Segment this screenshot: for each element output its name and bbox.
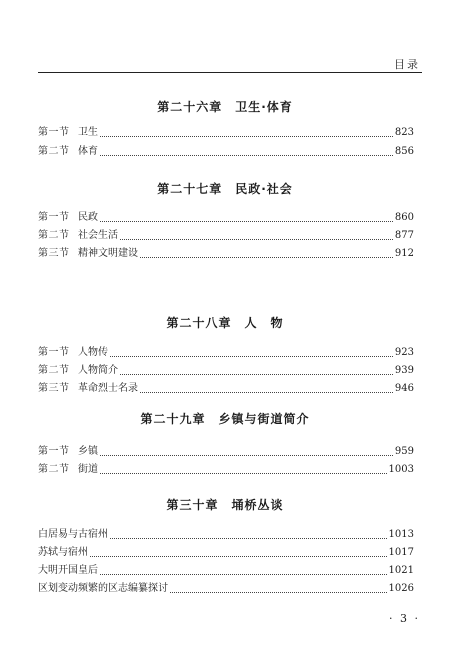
page-number: 856: [394, 146, 414, 157]
toc-entry[interactable]: [38, 126, 414, 140]
toc-entry[interactable]: [38, 582, 414, 596]
toc-entry[interactable]: [38, 564, 414, 578]
chapter-title: 第二十六章 卫生·体育: [157, 100, 293, 114]
entry-title: 大明开国皇后: [38, 565, 98, 576]
toc-entry[interactable]: [38, 346, 414, 360]
entry-title: 民政: [78, 212, 98, 223]
dot-leader: [100, 455, 393, 456]
dot-leader: [120, 239, 393, 240]
toc-entry[interactable]: [38, 211, 414, 225]
running-header: 目录: [394, 58, 420, 71]
toc-entry[interactable]: [38, 445, 414, 459]
entry-title: 体育: [78, 146, 98, 157]
dot-leader: [100, 473, 387, 474]
dot-leader: [170, 592, 387, 593]
page-number: 1021: [388, 565, 414, 576]
toc-entry[interactable]: [38, 546, 414, 560]
toc-entry[interactable]: [38, 247, 414, 261]
toc-entry[interactable]: [38, 463, 414, 477]
entry-title: 革命烈士名录: [78, 383, 138, 394]
dot-leader: [100, 155, 393, 156]
entry-title: 区划变动频繁的区志编纂探讨: [38, 583, 168, 594]
page-number: 1013: [388, 529, 414, 540]
entry-title: 人物简介: [78, 365, 118, 376]
dot-leader: [100, 574, 387, 575]
chapter-title: 第二十八章 人 物: [166, 316, 284, 330]
entry-title: 卫生: [78, 127, 98, 138]
chapter-title: 第三十章 埇桥丛谈: [166, 498, 284, 512]
entry-title: 精神文明建设: [78, 248, 138, 259]
chapter-title: 第二十九章 乡镇与街道简介: [140, 412, 310, 426]
page-number: 823: [394, 127, 414, 138]
dot-leader: [120, 374, 393, 375]
page-folio: · 3 ·: [389, 612, 420, 625]
toc-entry[interactable]: [38, 382, 414, 396]
dot-leader: [100, 136, 393, 137]
section-number: 第二节: [38, 230, 70, 241]
toc-entry[interactable]: [38, 364, 414, 378]
dot-leader: [90, 556, 387, 557]
page-number: 946: [394, 383, 414, 394]
entry-title: 人物传: [78, 347, 108, 358]
section-number: 第一节: [38, 347, 70, 358]
section-number: 第三节: [38, 248, 70, 259]
page-number: 939: [394, 365, 414, 376]
toc-entry[interactable]: [38, 528, 414, 542]
dot-leader: [100, 221, 393, 222]
dot-leader: [140, 257, 393, 258]
page-number: 1017: [388, 547, 414, 558]
page-number: 912: [394, 248, 414, 259]
page-number: 877: [394, 230, 414, 241]
entry-title: 社会生活: [78, 230, 118, 241]
page-number: 1026: [388, 583, 414, 594]
dot-leader: [140, 392, 393, 393]
section-number: 第一节: [38, 127, 70, 138]
page-number: 923: [394, 347, 414, 358]
section-number: 第三节: [38, 383, 70, 394]
page-number: 959: [394, 446, 414, 457]
entry-title: 白居易与古宿州: [38, 529, 108, 540]
section-number: 第一节: [38, 446, 70, 457]
section-number: 第二节: [38, 464, 70, 475]
toc-entry[interactable]: [38, 229, 414, 243]
section-number: 第一节: [38, 212, 70, 223]
toc-entry[interactable]: [38, 145, 414, 159]
entry-title: 乡镇: [78, 446, 98, 457]
header-rule: [38, 72, 422, 73]
page-number: 1003: [388, 464, 414, 475]
page-number: 860: [394, 212, 414, 223]
dot-leader: [110, 538, 387, 539]
section-number: 第二节: [38, 365, 70, 376]
entry-title: 苏轼与宿州: [38, 547, 88, 558]
chapter-title: 第二十七章 民政·社会: [157, 182, 293, 196]
entry-title: 街道: [78, 464, 98, 475]
dot-leader: [110, 356, 393, 357]
section-number: 第二节: [38, 146, 70, 157]
